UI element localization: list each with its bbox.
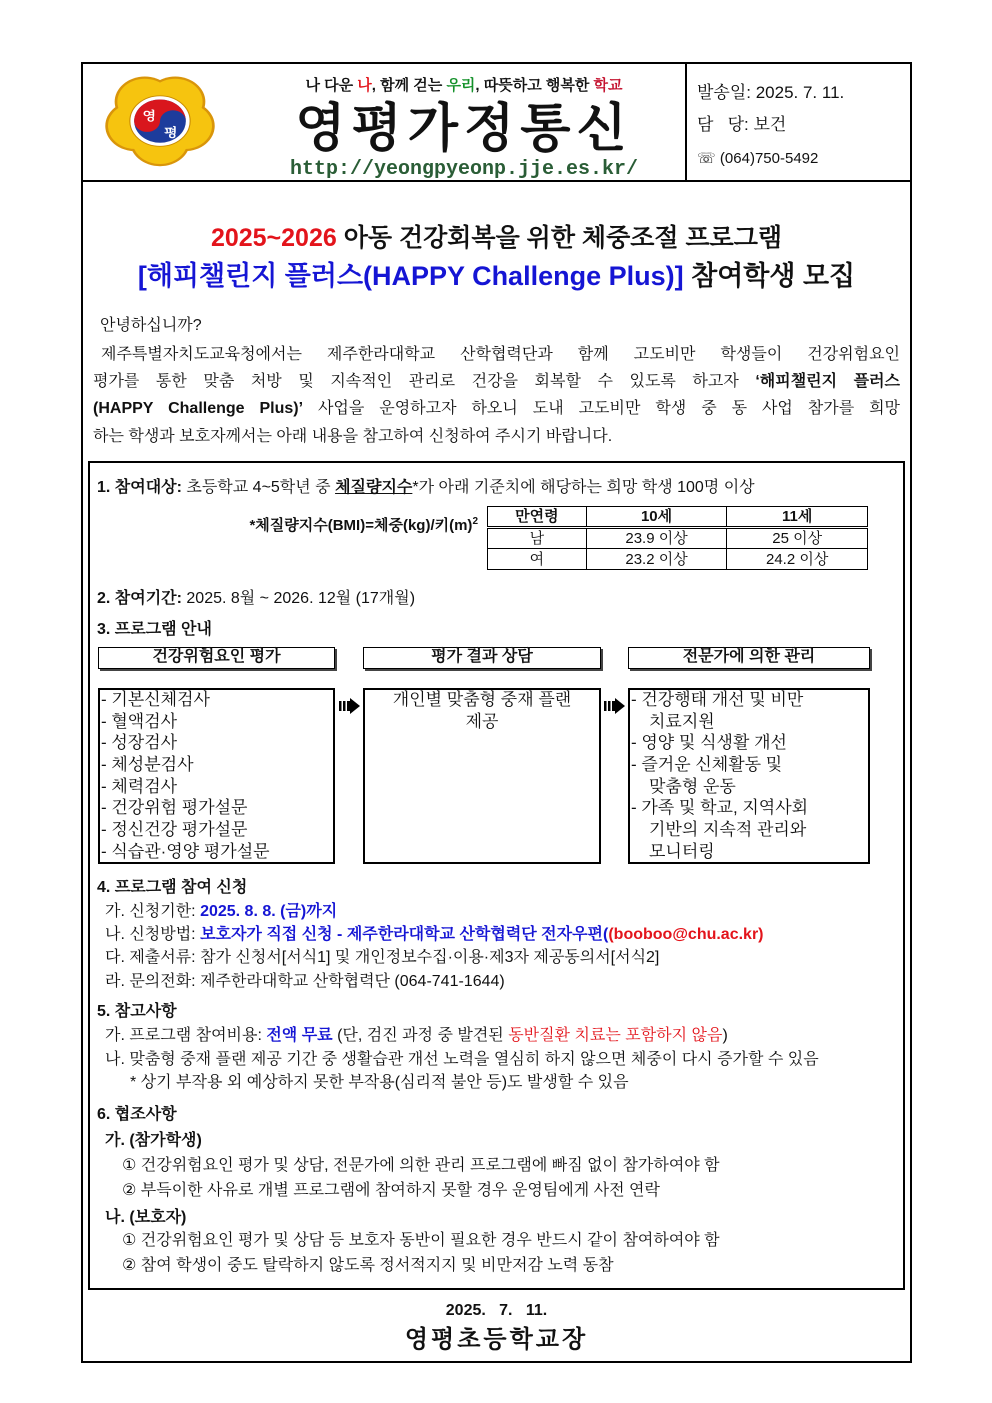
headline-text: 아동 건강회복을 위한 체중조절 프로그램 <box>336 224 783 252</box>
arrow-bar <box>347 701 350 711</box>
intro-line <box>93 371 900 393</box>
side-effect-note: * 상기 부작용 외 예상하지 못한 부작용(심리적 불안 등)도 발생할 수 있음 <box>130 1074 629 1091</box>
table-cell: 25 이상 <box>727 528 868 549</box>
table-cell: 23.2 이상 <box>586 549 727 570</box>
table-header-row <box>488 507 868 528</box>
table-row <box>488 549 868 570</box>
list-item: - 성장검사 <box>101 733 178 752</box>
intro-line <box>93 398 900 420</box>
program-step-title: 전문가에 의한 관리 <box>628 647 870 669</box>
method-value: 보호자가 직접 신청 - 제주한라대학교 산학협력단 전자우편( <box>200 926 609 943</box>
list-item: 제공 <box>465 712 499 731</box>
bmi-formula <box>150 511 478 537</box>
intro-program-name: ‘해피챌린지 플러스 <box>755 373 900 390</box>
section-5-title: 5. 참고사항 <box>97 1003 177 1020</box>
section-2-period <box>97 588 415 610</box>
item-text: ) <box>722 1027 728 1044</box>
greeting: 안녕하십니까? <box>100 317 202 334</box>
section-6-title: 6. 협조사항 <box>97 1106 177 1123</box>
list-item: - 혈액검사 <box>101 712 178 731</box>
phone <box>697 148 818 170</box>
intro-line: 제주특별자치도교육청에서는 제주한라대학교 산학협력단과 함께 고도비만 학생들이 건강위험요인 <box>101 346 900 363</box>
formula-superscript: 2 <box>472 516 478 527</box>
signer: 영평초등학교장 <box>404 1326 589 1353</box>
participation-cost <box>105 1025 728 1047</box>
section-1-target <box>97 477 755 499</box>
school-slogan <box>240 76 688 96</box>
application-method <box>105 924 764 946</box>
table-header: 만연령 <box>488 507 587 528</box>
section-text: 2025. 8월 ~ 2026. 12월 (17개월) <box>181 590 416 607</box>
arrow-bar <box>604 701 607 711</box>
item-text: (단, 검진 과정 중 발견된 <box>332 1027 509 1044</box>
table-row <box>488 528 868 549</box>
list-item: ① 건강위험요인 평가 및 상담 등 보호자 동반이 필요한 경우 반드시 같이 참여하여야 함 <box>122 1232 720 1249</box>
deadline-value: 2025. 8. 8. (금)까지 <box>200 903 338 920</box>
exclusion-note: 동반질환 치료는 포함하지 않음 <box>508 1027 723 1044</box>
list-item: - 건강행태 개선 및 비만 <box>631 690 804 709</box>
guardians-subtitle: 나. (보호자) <box>105 1209 187 1226</box>
list-item: 개인별 맞춤형 중재 플랜 <box>392 690 572 709</box>
application-deadline <box>105 901 337 923</box>
arrow-head <box>350 698 360 714</box>
section-4-title: 4. 프로그램 참여 신청 <box>97 879 248 896</box>
logo-letter-top: 영 <box>142 109 156 123</box>
section-3-title: 3. 프로그램 안내 <box>97 621 212 638</box>
sent-date: 발송일: 2025. 7. 11. <box>697 83 845 102</box>
school-url: http://yeongpyeonp.jje.es.kr/ <box>289 158 639 181</box>
arrow-right-icon <box>604 697 626 715</box>
list-item: ② 부득이한 사유로 개별 프로그램에 참여하지 못할 경우 운영팀에게 사전 연락 <box>122 1182 660 1199</box>
arrow-bar <box>339 701 342 711</box>
phone-number: (064)750-5492 <box>715 150 819 167</box>
section-text: 초등학교 4~5학년 중 <box>181 479 336 496</box>
item-label: 다. 제출서류: <box>105 949 201 966</box>
telephone-icon: ☏ <box>697 150 716 167</box>
contact-email: (booboo@chu.ac.kr) <box>608 926 764 943</box>
school-emblem-icon <box>104 76 216 168</box>
table-cell: 24.2 이상 <box>727 549 868 570</box>
table-header: 11세 <box>727 507 868 528</box>
list-item: 기반의 지속적 관리와 <box>649 820 807 839</box>
newsletter-title: 영평가정통신 <box>295 100 633 158</box>
list-item: 맞춤형 운동 <box>649 777 736 796</box>
inquiry-phone <box>105 971 505 993</box>
formula-text: *체질량지수(BMI)=체중(kg)/키(m) <box>249 517 473 534</box>
slogan-part: , 따뜻하고 행복한 <box>475 77 594 94</box>
list-item: - 가족 및 학교, 지역사회 <box>631 798 809 817</box>
slogan-highlight-school: 학교 <box>593 77 623 94</box>
headline-line-1 <box>81 222 912 254</box>
intro-text: 사업을 운영하고자 하오니 도내 고도비만 학생 중 동 사업 참가를 희망 <box>303 400 901 417</box>
headline-program-name: [해피챌린지 플러스(HAPPY Challenge Plus)] <box>137 261 684 291</box>
table-cell: 남 <box>488 528 587 549</box>
item-label: 라. 문의전화: <box>105 973 201 990</box>
list-item: ① 건강위험요인 평가 및 상담, 전문가에 의한 관리 프로그램에 빠짐 없이 참가하여야 함 <box>122 1157 720 1174</box>
manager: 담 당: 보건 <box>697 115 787 134</box>
item-value: 참가 신청서[서식1] 및 개인정보수집·이용·제3자 제공동의서[서식2] <box>200 949 660 966</box>
arrow-head <box>615 698 625 714</box>
slogan-part: , 함께 걷는 <box>371 77 447 94</box>
program-step-title: 건강위험요인 평가 <box>98 647 335 669</box>
required-documents <box>105 947 659 969</box>
section-text: *가 아래 기준치에 해당하는 희망 학생 100명 이상 <box>412 479 755 496</box>
section-label: 1. 참여대상: <box>97 479 182 496</box>
headline-line-2 <box>81 259 912 293</box>
item-value: 제주한라대학교 산학협력단 (064-741-1644) <box>200 973 505 990</box>
table-cell: 23.9 이상 <box>586 528 727 549</box>
list-item: - 건강위험 평가설문 <box>101 798 248 817</box>
arrow-right-icon <box>339 697 361 715</box>
arrow-bar <box>608 701 611 711</box>
table-cell: 여 <box>488 549 587 570</box>
free-label: 전액 무료 <box>266 1027 333 1044</box>
logo-letter-bottom: 평 <box>164 125 178 140</box>
headline-year: 2025~2026 <box>210 224 337 252</box>
intro-program-name: (HAPPY Challenge Plus)’ <box>93 400 304 417</box>
list-item: 모니터링 <box>649 842 715 861</box>
headline-text: 참여학생 모집 <box>683 261 856 291</box>
logo-taegeuk <box>134 99 186 142</box>
intro-line: 하는 학생과 보호자께서는 아래 내용을 참고하여 신청하여 주시기 바랍니다. <box>93 428 613 445</box>
slogan-highlight-me: 나 <box>357 77 372 94</box>
bmi-table <box>487 506 868 570</box>
list-item: 치료지원 <box>649 712 715 731</box>
item-label: 가. 프로그램 참여비용: <box>105 1027 267 1044</box>
table-header: 10세 <box>586 507 727 528</box>
list-item: - 즐거운 신체활동 및 <box>631 755 783 774</box>
weight-regain-note: 나. 맞춤형 중재 플랜 제공 기간 중 생활습관 개선 노력을 열심히 하지 않으면 체중이 다시 증가할 수 있음 <box>105 1051 819 1068</box>
item-label: 나. 신청방법: <box>105 926 201 943</box>
list-item: ② 참여 학생이 중도 탈락하지 않도록 정서적지지 및 비만저감 노력 동참 <box>122 1257 614 1274</box>
intro-text: 평가를 통한 맞춤 처방 및 지속적인 관리로 건강을 회복할 수 있도록 하고자 <box>93 373 756 390</box>
list-item: - 정신건강 평가설문 <box>101 820 248 839</box>
issue-date: 2025. 7. 11. <box>445 1302 548 1319</box>
slogan-part: 나 다운 <box>305 77 358 94</box>
program-step-title: 평가 결과 상담 <box>363 647 601 669</box>
list-item: - 기본신체검사 <box>101 690 210 709</box>
students-subtitle: 가. (참가학생) <box>105 1132 202 1149</box>
arrow-bar <box>343 701 346 711</box>
list-item: - 체력검사 <box>101 777 178 796</box>
bmi-term: 체질량지수 <box>335 479 413 496</box>
item-label: 가. 신청기한: <box>105 903 201 920</box>
section-label: 2. 참여기간: <box>97 590 182 607</box>
arrow-bar <box>612 701 615 711</box>
list-item: - 영양 및 식생활 개선 <box>631 733 787 752</box>
slogan-highlight-us: 우리 <box>446 77 476 94</box>
list-item: - 식습관·영양 평가설문 <box>101 842 270 861</box>
list-item: - 체성분검사 <box>101 755 194 774</box>
